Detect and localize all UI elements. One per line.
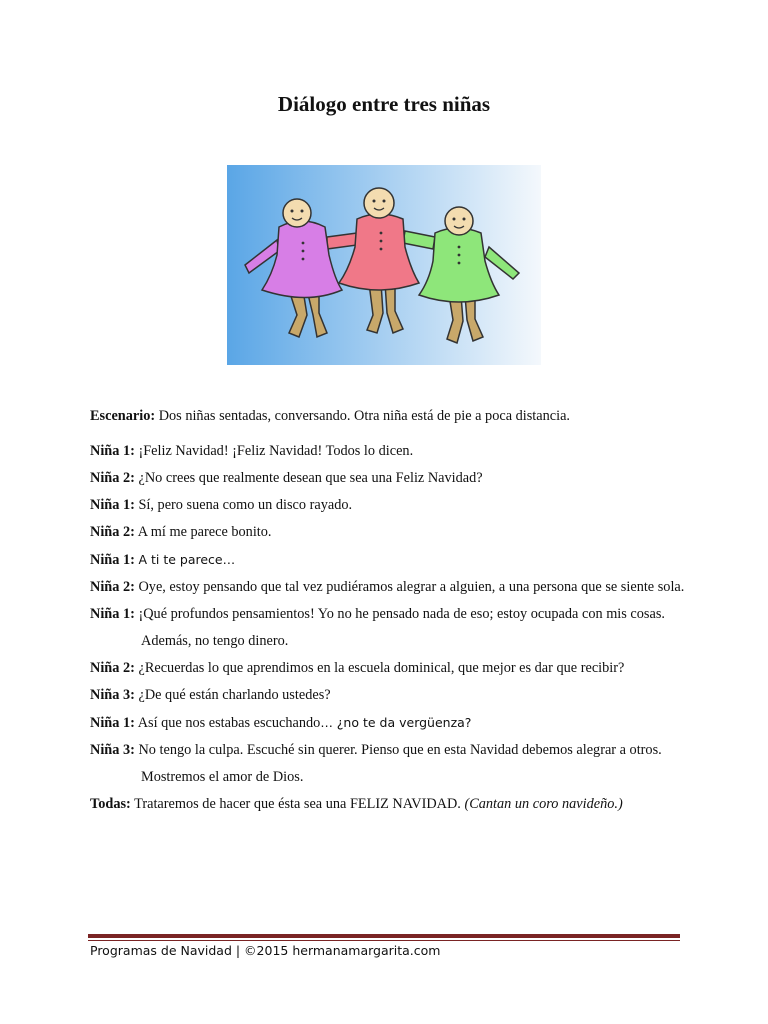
line-text: A mí me parece bonito. bbox=[137, 524, 272, 540]
line-text: A ti te parece… bbox=[138, 552, 236, 567]
speaker: Niña 3: bbox=[90, 687, 135, 703]
scenario-text: Dos niñas sentadas, conversando. Otra niña está de pie a poca distancia. bbox=[158, 408, 570, 424]
three-girls-holding-hands-icon bbox=[227, 165, 541, 365]
line-text: ¿Recuerdas lo que aprendimos en la escuela dominical, que mejor es dar que recibir? bbox=[138, 660, 625, 676]
dialog-line bbox=[90, 682, 690, 709]
speaker: Niña 2: bbox=[90, 470, 135, 486]
footer-rule bbox=[88, 934, 680, 938]
line-text: ¡Feliz Navidad! ¡Feliz Navidad! Todos lo dicen. bbox=[138, 443, 414, 459]
speaker: Niña 1: bbox=[90, 552, 135, 568]
speaker: Niña 3: bbox=[90, 742, 135, 758]
dialog-text bbox=[90, 403, 690, 818]
dialog-line bbox=[90, 465, 690, 492]
speaker: Niña 2: bbox=[90, 579, 135, 595]
dialog-line bbox=[90, 546, 690, 574]
speaker: Niña 1: bbox=[90, 715, 135, 731]
stage-direction: (Cantan un coro navideño.) bbox=[464, 796, 623, 812]
speaker: Niña 1: bbox=[90, 497, 135, 513]
speaker: Niña 1: bbox=[90, 606, 135, 622]
line-text: Sí, pero suena como un disco rayado. bbox=[138, 497, 353, 513]
line-text: ¿No crees que realmente desean que sea una Feliz Navidad? bbox=[138, 470, 483, 486]
dialog-line bbox=[90, 737, 690, 791]
dialog-line bbox=[90, 709, 690, 737]
speaker: Niña 2: bbox=[90, 660, 135, 676]
line-text: ¿De qué están charlando ustedes? bbox=[138, 687, 331, 703]
speaker: Todas: bbox=[90, 796, 131, 812]
dialog-line bbox=[90, 438, 690, 465]
dialog-line bbox=[90, 574, 690, 601]
dialog-line bbox=[90, 655, 690, 682]
line-text-continued: … ¿no te da vergüenza? bbox=[320, 715, 472, 730]
page-title: Diálogo entre tres niñas bbox=[277, 92, 491, 116]
line-text: ¡Qué profundos pensamientos! Yo no he pensado nada de eso; estoy ocupada con mis cosas. Además, no tengo dinero. bbox=[138, 606, 665, 649]
speaker: Niña 1: bbox=[90, 443, 135, 459]
scenario-label: Escenario: bbox=[90, 408, 156, 424]
line-text: Así que nos estabas escuchando bbox=[137, 715, 321, 731]
page-footer: Programas de Navidad | ©2015 hermanamargarita.com bbox=[90, 943, 441, 958]
dialog-line bbox=[90, 601, 690, 655]
dialog-line bbox=[90, 519, 690, 546]
line-text: Trataremos de hacer que ésta sea una FELIZ NAVIDAD. bbox=[134, 796, 465, 812]
line-text: Oye, estoy pensando que tal vez pudiéramos alegrar a alguien, a una persona que se siente sola. bbox=[138, 579, 685, 595]
footer-rule-thin bbox=[88, 940, 680, 941]
scenario-line bbox=[90, 403, 690, 430]
line-text: No tengo la culpa. Escuché sin querer. Pienso que en esta Navidad debemos alegrar a otros. Mostremos el amor de Dios. bbox=[138, 742, 662, 785]
speaker: Niña 2: bbox=[90, 524, 135, 540]
dialog-line bbox=[90, 492, 690, 519]
dialog-line bbox=[90, 791, 690, 818]
